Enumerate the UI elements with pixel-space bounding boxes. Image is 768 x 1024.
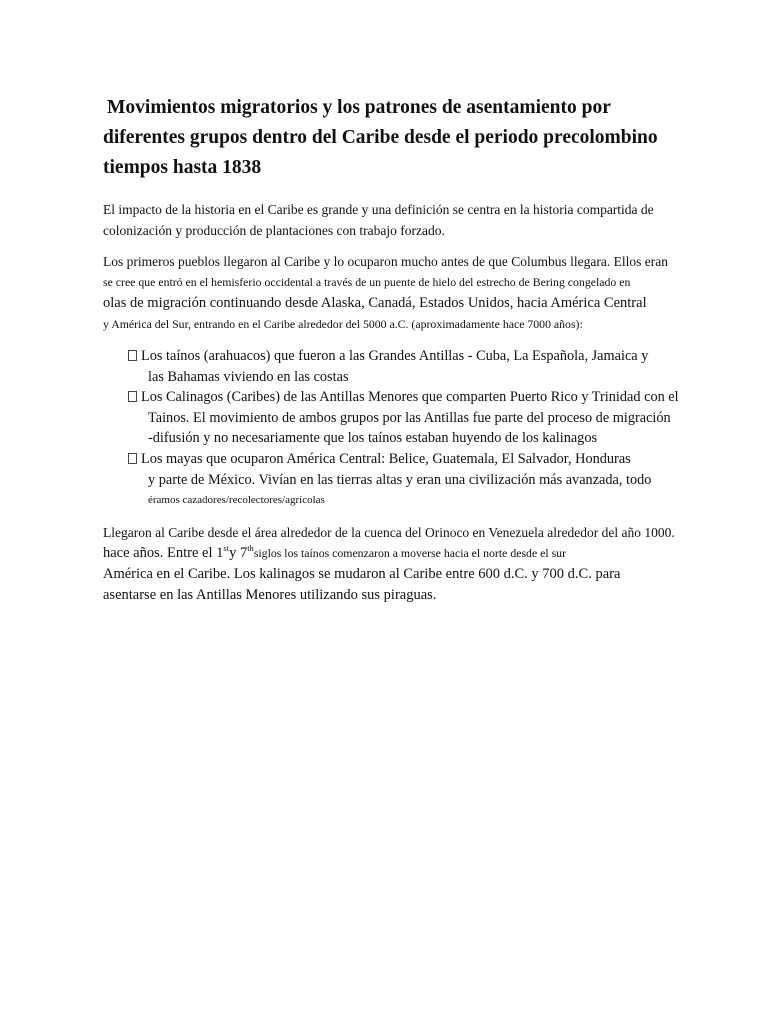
intro-paragraph (103, 199, 739, 241)
bullet-text: Tainos. El movimiento de ambos grupos por las Antillas fue parte del proceso de migración (148, 409, 671, 426)
list-item (128, 449, 738, 511)
paragraph-line: Llegaron al Caribe desde el área alrededor de la cuenca del Orinoco en Venezuela alrededor del año 1000. (103, 525, 675, 540)
box-bullet-icon (128, 391, 137, 402)
box-bullet-icon (128, 350, 137, 361)
bullet-text: -difusión y no necesariamente que los taínos estaban huyendo de los kalinagos (148, 430, 598, 447)
paragraph-line: se cree que entró en el hemisferio occidental a través de un puente de hielo del estrecho de Bering congelado en (103, 275, 631, 289)
paragraph-line: olas de migración continuando desde Alaska, Canadá, Estados Unidos, hacia América Central (103, 295, 647, 311)
arrival-paragraph (103, 522, 739, 606)
paragraph-line: asentarse en las Antillas Menores utilizando sus piraguas. (103, 587, 437, 603)
bullet-text: Los Calinagos (Caribes) de las Antillas Menores que comparten Puerto Rico y Trinidad con el (141, 389, 679, 406)
migration-paragraph (103, 251, 739, 335)
bullet-text: Los mayas que ocuparon América Central: Belice, Guatemala, El Salvador, Honduras (141, 450, 631, 467)
paragraph-line: Los primeros pueblos llegaron al Caribe y lo ocuparon mucho antes de que Columbus llegara. Ellos eran (103, 254, 668, 269)
title-line-1: Movimientos migratorios y los patrones de asentamiento por (107, 97, 611, 118)
bullet-text: las Bahamas viviendo en las costas (148, 368, 349, 385)
paragraph-line: América en el Caribe. Los kalinagos se mudaron al Caribe entre 600 d.C. y 700 d.C. para (103, 566, 621, 582)
paragraph-line: y América del Sur, entrando en el Caribe alrededor del 5000 a.C. (aproximadamente hace 7000 años): (103, 317, 583, 331)
paragraph-line: El impacto de la historia en el Caribe es grande y una definición se centra en la historia compartida de (103, 202, 654, 217)
groups-bullet-list (128, 346, 738, 511)
document-title (103, 93, 739, 183)
list-item (128, 387, 738, 449)
box-bullet-icon (128, 453, 137, 464)
list-item (128, 346, 738, 387)
title-line-2: diferentes grupos dentro del Caribe desde el periodo precolombino (103, 127, 658, 148)
paragraph-line: colonización y producción de plantaciones con trabajo forzado. (103, 223, 445, 238)
bullet-text: Los taínos (arahuacos) que fueron a las Grandes Antillas - Cuba, La Española, Jamaica y (141, 348, 649, 364)
bullet-text: éramos cazadores/recolectores/agrícolas (148, 494, 325, 507)
paragraph-line: hace años. Entre el 1sty 7thsiglos los taínos comenzaron a moverse hacia el norte desde el sur (103, 543, 567, 561)
bullet-text: y parte de México. Vivían en las tierras altas y eran una civilización más avanzada, todo (148, 471, 652, 488)
title-line-3: tiempos hasta 1838 (103, 157, 262, 178)
